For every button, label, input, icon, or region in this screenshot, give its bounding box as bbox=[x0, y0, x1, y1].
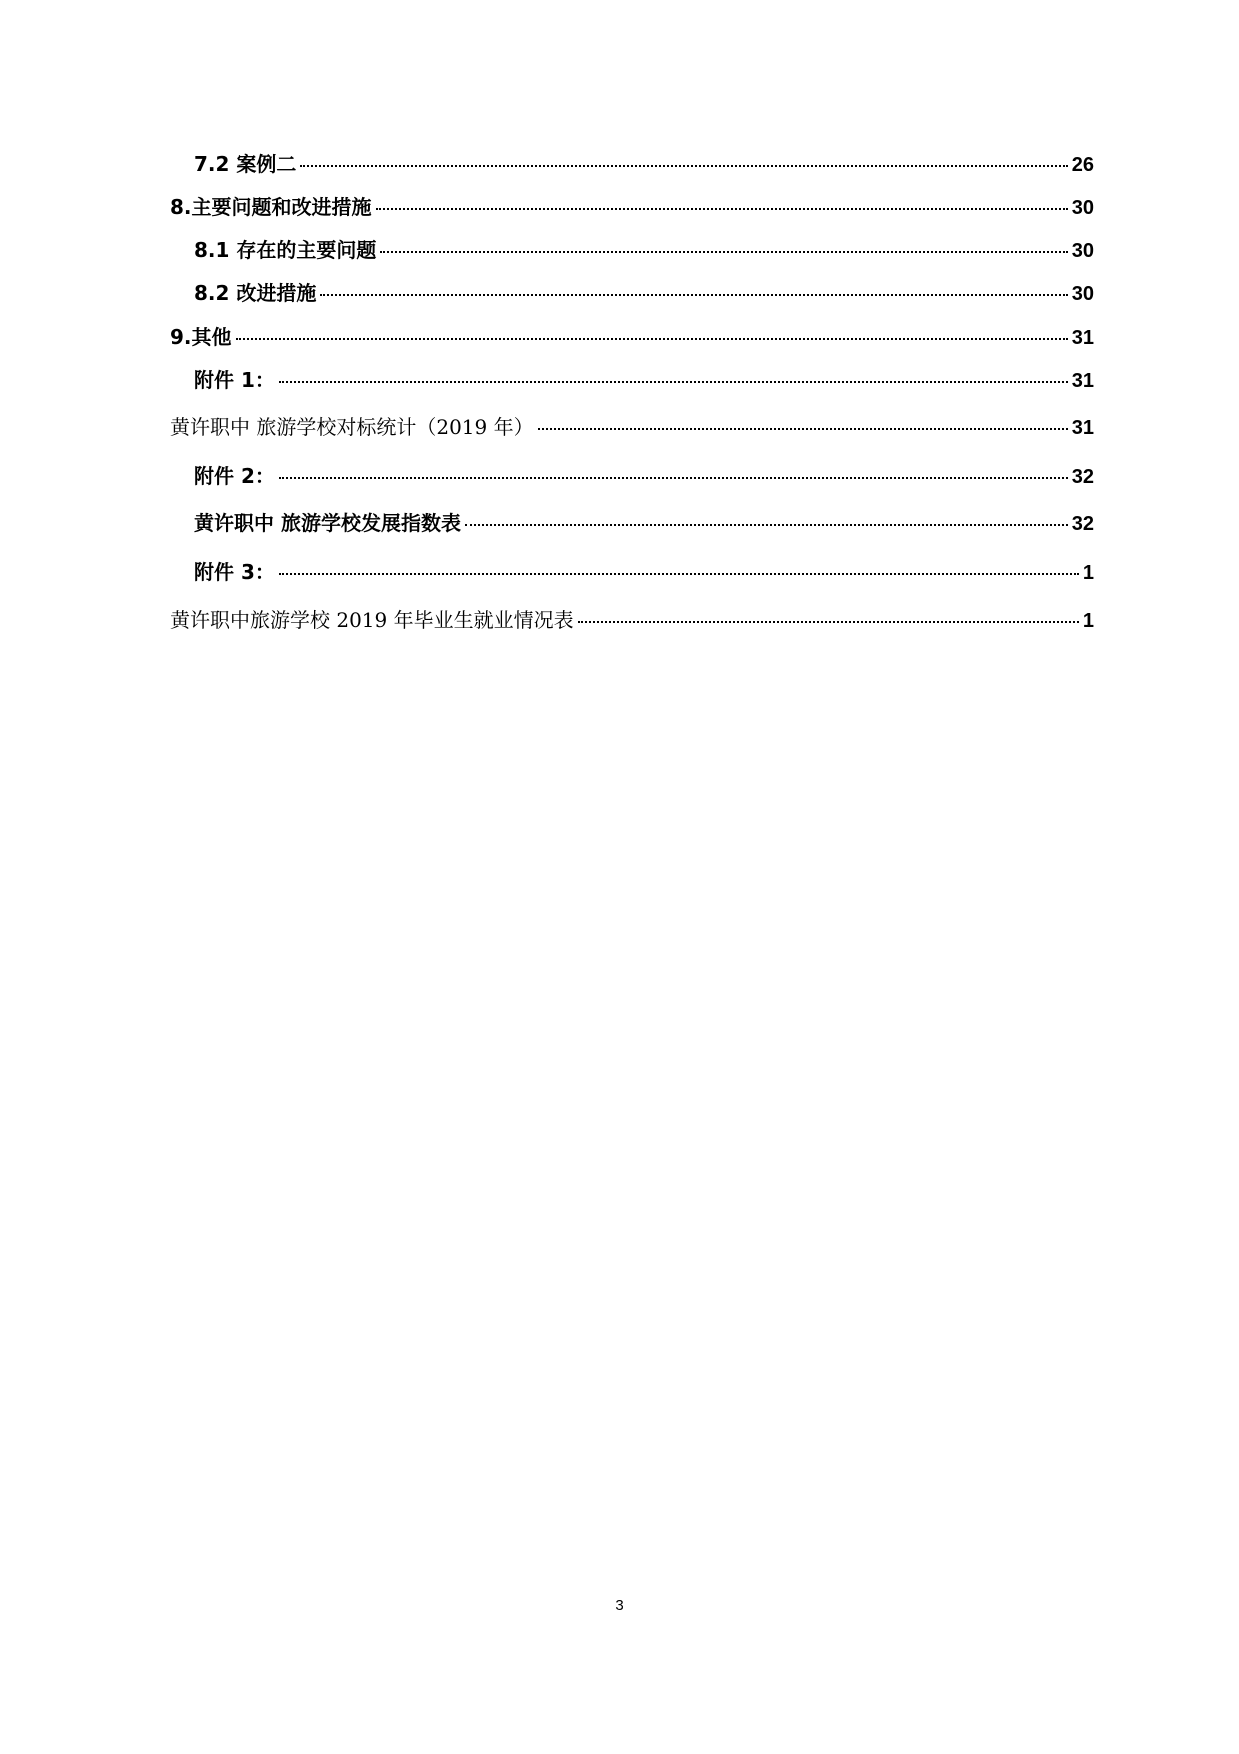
toc-entry-page: 31 bbox=[1071, 417, 1094, 439]
toc-entry[interactable] bbox=[194, 151, 1094, 178]
toc-entry-title: 黄许职中旅游学校 2019 年毕业生就业情况表 bbox=[170, 608, 574, 632]
toc-dot-leader bbox=[279, 477, 1068, 479]
toc-entry-title: 8.2 改进措施 bbox=[194, 281, 317, 305]
toc-entry[interactable] bbox=[194, 280, 1094, 307]
toc-entry-page: 31 bbox=[1071, 370, 1094, 392]
toc-entry-page: 32 bbox=[1071, 466, 1094, 488]
toc-entry-page: 30 bbox=[1071, 197, 1094, 219]
toc-entry-title: 8.主要问题和改进措施 bbox=[170, 195, 372, 219]
toc-dot-leader bbox=[376, 208, 1068, 210]
toc-dot-leader bbox=[465, 524, 1068, 526]
toc-entry[interactable] bbox=[170, 324, 1094, 351]
toc-entry[interactable] bbox=[194, 510, 1094, 537]
toc-entry[interactable] bbox=[194, 367, 1094, 394]
toc-entry-page: 32 bbox=[1071, 513, 1094, 535]
toc-dot-leader bbox=[300, 165, 1067, 167]
toc-entry-title: 7.2 案例二 bbox=[194, 152, 297, 176]
toc-entry-title: 黄许职中 旅游学校对标统计（2019 年） bbox=[170, 415, 534, 439]
toc-entry-title: 9.其他 bbox=[170, 325, 232, 349]
toc-dot-leader bbox=[538, 428, 1068, 430]
toc-dot-leader bbox=[236, 338, 1068, 340]
toc-entry-title: 8.1 存在的主要问题 bbox=[194, 238, 377, 262]
toc-entry-title: 黄许职中 旅游学校发展指数表 bbox=[194, 511, 461, 535]
toc-entry-title: 附件 2： bbox=[194, 464, 275, 488]
page-number: 3 bbox=[615, 1597, 624, 1614]
toc-dot-leader bbox=[279, 573, 1079, 575]
toc-entry[interactable] bbox=[194, 237, 1094, 264]
toc-entry-page: 1 bbox=[1082, 610, 1094, 632]
toc-entry-title: 附件 1： bbox=[194, 368, 275, 392]
toc-entry-page: 26 bbox=[1071, 154, 1094, 176]
toc-entry[interactable] bbox=[170, 607, 1094, 634]
toc-dot-leader bbox=[320, 294, 1067, 296]
toc-entry[interactable] bbox=[194, 559, 1094, 586]
toc-dot-leader bbox=[279, 381, 1068, 383]
toc-entry-page: 30 bbox=[1071, 283, 1094, 305]
toc-entry[interactable] bbox=[194, 463, 1094, 490]
toc-entry-title: 附件 3： bbox=[194, 560, 275, 584]
toc-entry-page: 1 bbox=[1082, 562, 1094, 584]
toc-entry[interactable] bbox=[170, 414, 1094, 441]
toc-entry-page: 31 bbox=[1071, 327, 1094, 349]
toc-entry-page: 30 bbox=[1071, 240, 1094, 262]
toc-dot-leader bbox=[578, 621, 1079, 623]
toc-dot-leader bbox=[380, 251, 1067, 253]
toc-entry[interactable] bbox=[170, 194, 1094, 221]
